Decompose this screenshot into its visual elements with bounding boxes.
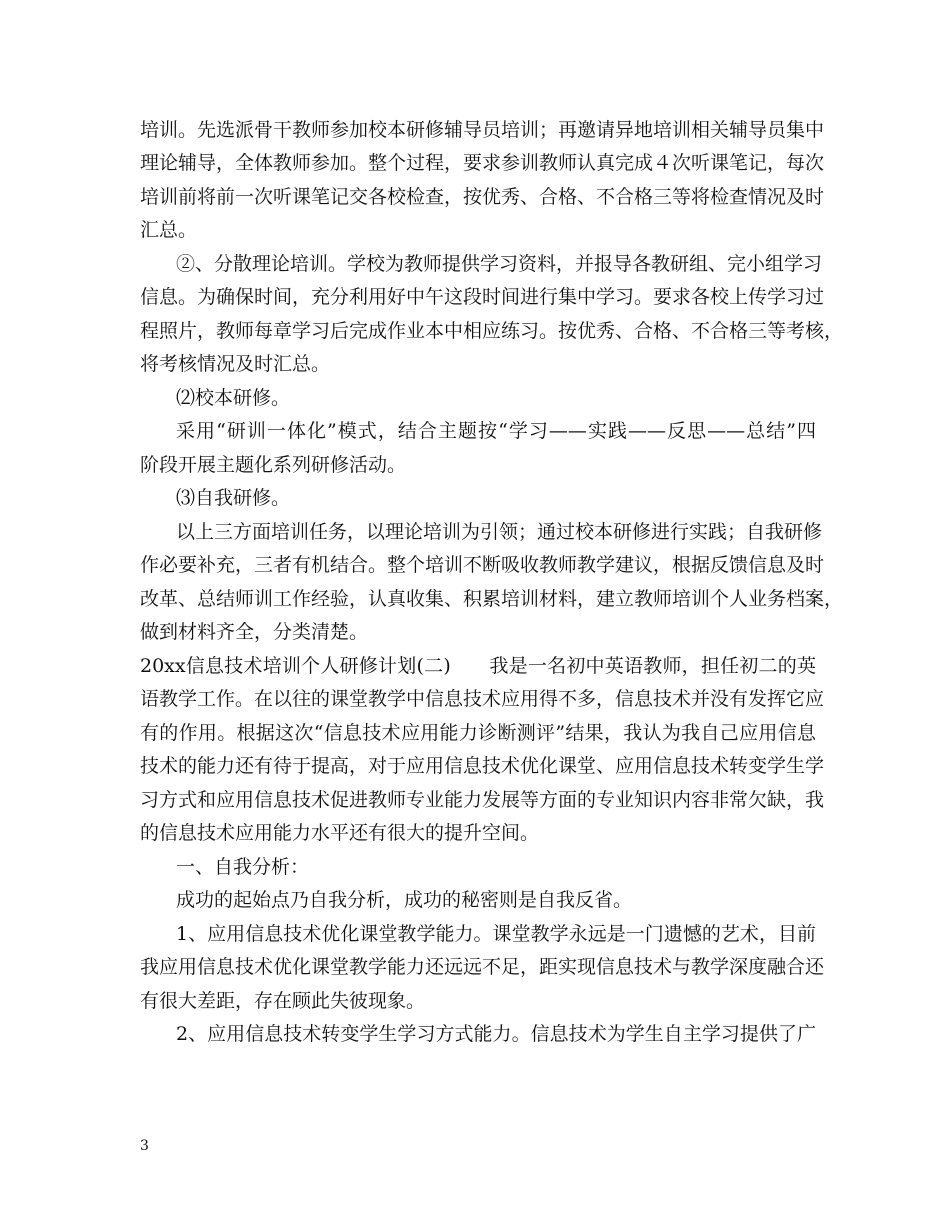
text-line: 作必要补充，三者有机结合。整个培训不断吸收教师教学建议，根据反馈信息及时: [140, 554, 825, 576]
text-line: 理论辅导，全体教师参加。整个过程，要求参训教师认真完成４次听课笔记，每次: [140, 152, 825, 174]
text-line: 信息。为确保时间，充分利用好中午这段时间进行集中学习。要求各校上传学习过: [140, 286, 825, 308]
section-heading: ⑶自我研修。: [176, 487, 291, 509]
text-line: 培训前将前一次听课笔记交各校检查，按优秀、合格、不合格三等将检查情况及时: [140, 186, 825, 208]
text-line: ②、分散理论培训。学校为教师提供学习资料，并报导各教研组、完小组学习: [176, 253, 823, 275]
text-line: 程照片，教师每章学习后完成作业本中相应练习。按优秀、合格、不合格三等考核，: [140, 320, 844, 342]
text-line: 习方式和应用信息技术促进教师专业能力发展等方面的专业知识内容非常欠缺，我: [140, 789, 825, 811]
text-line: 采用“研训一体化”模式，结合主题按“学习——实践——反思——总结”四: [176, 420, 816, 442]
text-line: 培训。先选派骨干教师参加校本研修辅导员培训；再邀请异地培训相关辅导员集中: [140, 119, 825, 141]
text-line: 语教学工作。在以往的课堂教学中信息技术应用得不多，信息技术并没有发挥它应: [140, 688, 825, 710]
text-line: 有的作用。根据这次“信息技术应用能力诊断测评”结果，我认为我自己应用信息: [140, 722, 816, 744]
text-line: 改革、总结师训工作经验，认真收集、积累培训材料，建立教师培训个人业务档案，: [140, 588, 844, 610]
section-heading: ⑵校本研修。: [176, 387, 291, 409]
text-line: 1、应用信息技术优化课堂教学能力。课堂教学永远是一门遗憾的艺术，目前: [176, 923, 816, 945]
text-line: 以上三方面培训任务，以理论培训为引领；通过校本研修进行实践；自我研修: [176, 521, 823, 543]
text-line: 有很大差距，存在顾此失彼现象。: [140, 990, 426, 1012]
text-line: 我应用信息技术优化课堂教学能力还远远不足，距实现信息技术与教学深度融合还: [140, 956, 825, 978]
page-number: 3: [140, 1138, 149, 1154]
text-line: 20xx信息技术培训个人研修计划(二) 我是一名初中英语教师，担任初二的英: [140, 655, 816, 677]
text-line: 汇总。: [140, 219, 198, 241]
text-line: 成功的起始点乃自我分析，成功的秘密则是自我反省。: [176, 889, 633, 911]
text-line: 的信息技术应用能力水平还有很大的提升空间。: [140, 822, 540, 844]
text-line: 阶段开展主题化系列研修活动。: [140, 454, 407, 476]
text-line: 技术的能力还有待于提高，对于应用信息技术优化课堂、应用信息技术转变学生学: [140, 755, 825, 777]
text-line: 将考核情况及时汇总。: [140, 353, 331, 375]
section-heading: 一、自我分析：: [176, 856, 310, 878]
text-line: 做到材料齐全，分类清楚。: [140, 621, 369, 643]
text-line: 2、应用信息技术转变学生学习方式能力。信息技术为学生自主学习提供了广: [176, 1023, 816, 1045]
